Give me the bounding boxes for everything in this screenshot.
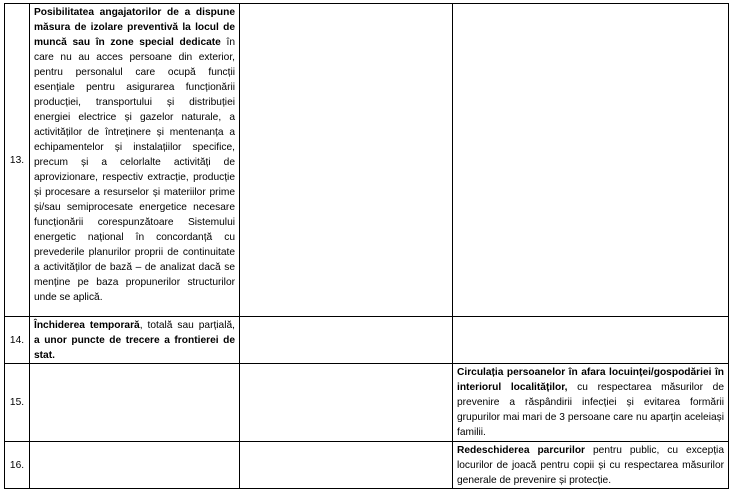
measures-table	[4, 3, 729, 489]
measure-text-cell	[30, 317, 240, 364]
empty-cell	[240, 317, 453, 364]
measure-text-cell	[453, 442, 729, 489]
row-number: 15.	[5, 364, 30, 442]
measure-title: Circulația persoanelor în afara locuinței/gospodăriei în interiorul localităților,	[457, 367, 724, 393]
empty-cell	[240, 364, 453, 442]
empty-cell	[30, 442, 240, 489]
empty-cell	[240, 442, 453, 489]
measure-title-continued: a unor puncte de trecere a frontierei de stat.	[34, 335, 235, 361]
measure-description: pentru public, cu excepția locurilor de joacă pentru copii și cu respectarea măsurilor generale de prevenire și protecție.	[457, 445, 724, 486]
empty-cell	[30, 364, 240, 442]
measure-description: în care nu au acces persoane din exterior, pentru personalul care ocupă funcții esențiale pentru asigurarea funcționării producției, transportului și distribuției energiei electrice și gazelor naturale, a activităților de întreținere și mentenanța a echipamentelor și instalațiilor specifice, precum și a celorlalte activități de aprovizionare, respectiv extracție, producție și procesare a resurselor și materiilor prime și/sau semiprocesate energetice necesare funcționării corespunzătoare Sistemului energetic național în concordanță cu prevederile planurilor proprii de continuitate a activităților de bază – de analizat dacă se menține pe baza propunerilor structurilor unde se aplică.	[34, 37, 236, 303]
row-number: 13.	[5, 4, 30, 317]
empty-cell	[453, 4, 729, 317]
measure-title: Posibilitatea angajatorilor de a dispune măsura de izolare preventivă la locul de muncă sau în zone special dedicate	[34, 7, 235, 48]
row-number: 16.	[5, 442, 30, 489]
measure-description: , totală sau parțială,	[139, 320, 235, 331]
measure-title: Închiderea temporară	[34, 320, 140, 331]
empty-cell	[240, 4, 453, 317]
table-row	[5, 364, 729, 442]
empty-cell	[453, 317, 729, 364]
measure-text-cell	[453, 364, 729, 442]
row-number: 14.	[5, 317, 30, 364]
measure-text-cell	[30, 4, 240, 317]
measure-description: cu respectarea măsurilor de prevenire a răspândirii infecției și evitarea formării grupurilor mai mari de 3 persoane care nu aparțin aceleiași familii.	[457, 382, 724, 438]
measure-title: Redeschiderea parcurilor	[457, 445, 586, 456]
table-row	[5, 4, 729, 317]
table-row	[5, 442, 729, 489]
table-row	[5, 317, 729, 364]
